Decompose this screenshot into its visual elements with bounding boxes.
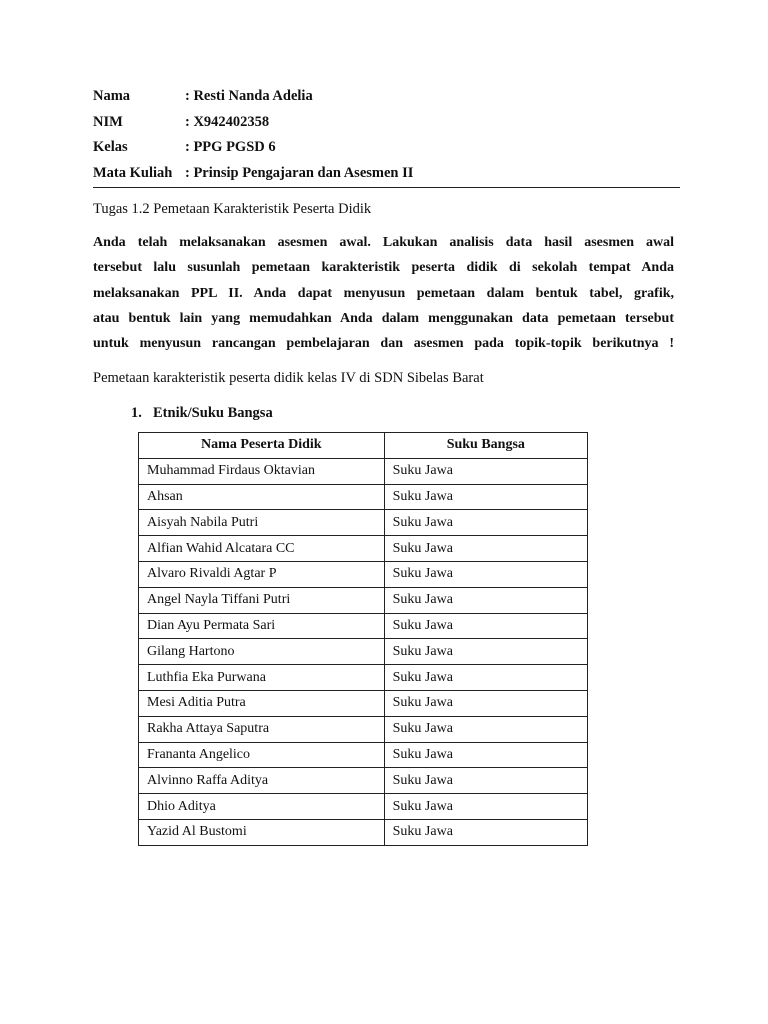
task-title: Tugas 1.2 Pemetaan Karakteristik Peserta Didik: [93, 201, 372, 217]
student-name-cell: Alvinno Raffa Aditya: [139, 768, 385, 794]
student-name-cell: Dian Ayu Permata Sari: [139, 613, 385, 639]
ethnicity-cell: Suku Jawa: [384, 561, 587, 587]
ethnicity-cell: Suku Jawa: [384, 742, 587, 768]
column-header-ethnicity: Suku Bangsa: [384, 433, 587, 459]
student-name-cell: Muhammad Firdaus Oktavian: [139, 458, 385, 484]
info-row-class: [93, 137, 683, 163]
ethnicity-cell: Suku Jawa: [384, 587, 587, 613]
student-name-cell: Angel Nayla Tiffani Putri: [139, 587, 385, 613]
info-value: : Prinsip Pengajaran dan Asesmen II: [185, 164, 414, 181]
instruction-line: tersebut lalu susunlah pemetaan karakteristik peserta didik di sekolah tempat Anda: [93, 260, 674, 276]
ethnicity-cell: Suku Jawa: [384, 536, 587, 562]
table-row: [139, 561, 588, 587]
ethnicity-cell: Suku Jawa: [384, 484, 587, 510]
table-row: [139, 639, 588, 665]
info-label: Kelas: [93, 139, 128, 155]
info-label: Mata Kuliah: [93, 164, 173, 181]
intro-paragraph: Pemetaan karakteristik peserta didik kelas IV di SDN Sibelas Barat: [93, 370, 484, 386]
ethnicity-cell: Suku Jawa: [384, 639, 587, 665]
table-row: [139, 690, 588, 716]
ethnicity-cell: Suku Jawa: [384, 613, 587, 639]
table-row: [139, 768, 588, 794]
info-value: : PPG PGSD 6: [185, 139, 276, 155]
instruction-line: atau bentuk lain yang memudahkan Anda dalam menggunakan data pemetaan tersebut: [93, 310, 674, 326]
section-title: Etnik/Suku Bangsa: [153, 405, 273, 421]
student-name-cell: Aisyah Nabila Putri: [139, 510, 385, 536]
student-name-cell: Alvaro Rivaldi Agtar P: [139, 561, 385, 587]
info-label: Nama: [93, 88, 131, 104]
table-row: [139, 794, 588, 820]
table-row: [139, 613, 588, 639]
table-row: [139, 484, 588, 510]
table-row: [139, 665, 588, 691]
ethnicity-table: [138, 432, 588, 846]
ethnicity-cell: Suku Jawa: [384, 819, 587, 845]
table-row: [139, 716, 588, 742]
student-name-cell: Mesi Aditia Putra: [139, 690, 385, 716]
table-row: [139, 819, 588, 845]
task-instructions: [93, 233, 674, 359]
table-row: [139, 458, 588, 484]
student-name-cell: Luthfia Eka Purwana: [139, 665, 385, 691]
info-label: NIM: [93, 113, 123, 130]
student-name-cell: Ahsan: [139, 484, 385, 510]
student-name-cell: Yazid Al Bustomi: [139, 819, 385, 845]
instruction-line: melaksanakan PPL II. Anda dapat menyusun pemetaan dalam bentuk tabel, grafik,: [93, 285, 674, 301]
student-info-block: [93, 86, 683, 188]
ethnicity-cell: Suku Jawa: [384, 665, 587, 691]
table-row: [139, 742, 588, 768]
table-row: [139, 536, 588, 562]
table-row: [139, 510, 588, 536]
horizontal-divider: [93, 187, 680, 188]
ethnicity-cell: Suku Jawa: [384, 690, 587, 716]
student-name-cell: Rakha Attaya Saputra: [139, 716, 385, 742]
info-row-nim: [93, 112, 683, 138]
ethnicity-cell: Suku Jawa: [384, 458, 587, 484]
info-row-course: [93, 163, 683, 189]
table-row: [139, 587, 588, 613]
table-header-row: [139, 433, 588, 459]
student-name-cell: Alfian Wahid Alcatara CC: [139, 536, 385, 562]
section-heading: [131, 405, 273, 422]
info-row-name: [93, 86, 683, 112]
ethnicity-cell: Suku Jawa: [384, 794, 587, 820]
student-name-cell: Frananta Angelico: [139, 742, 385, 768]
ethnicity-cell: Suku Jawa: [384, 716, 587, 742]
column-header-name: Nama Peserta Didik: [139, 433, 385, 459]
instruction-line: untuk menyusun rancangan pembelajaran dan asesmen pada topik-topik berikutnya !: [93, 336, 674, 352]
student-name-cell: Dhio Aditya: [139, 794, 385, 820]
ethnicity-cell: Suku Jawa: [384, 768, 587, 794]
section-number: 1.: [131, 405, 142, 421]
ethnicity-cell: Suku Jawa: [384, 510, 587, 536]
table-body: [139, 458, 588, 845]
info-value: : Resti Nanda Adelia: [185, 88, 313, 104]
instruction-line: Anda telah melaksanakan asesmen awal. Lakukan analisis data hasil asesmen awal: [93, 235, 674, 250]
info-value: : X942402358: [185, 113, 270, 130]
student-name-cell: Gilang Hartono: [139, 639, 385, 665]
